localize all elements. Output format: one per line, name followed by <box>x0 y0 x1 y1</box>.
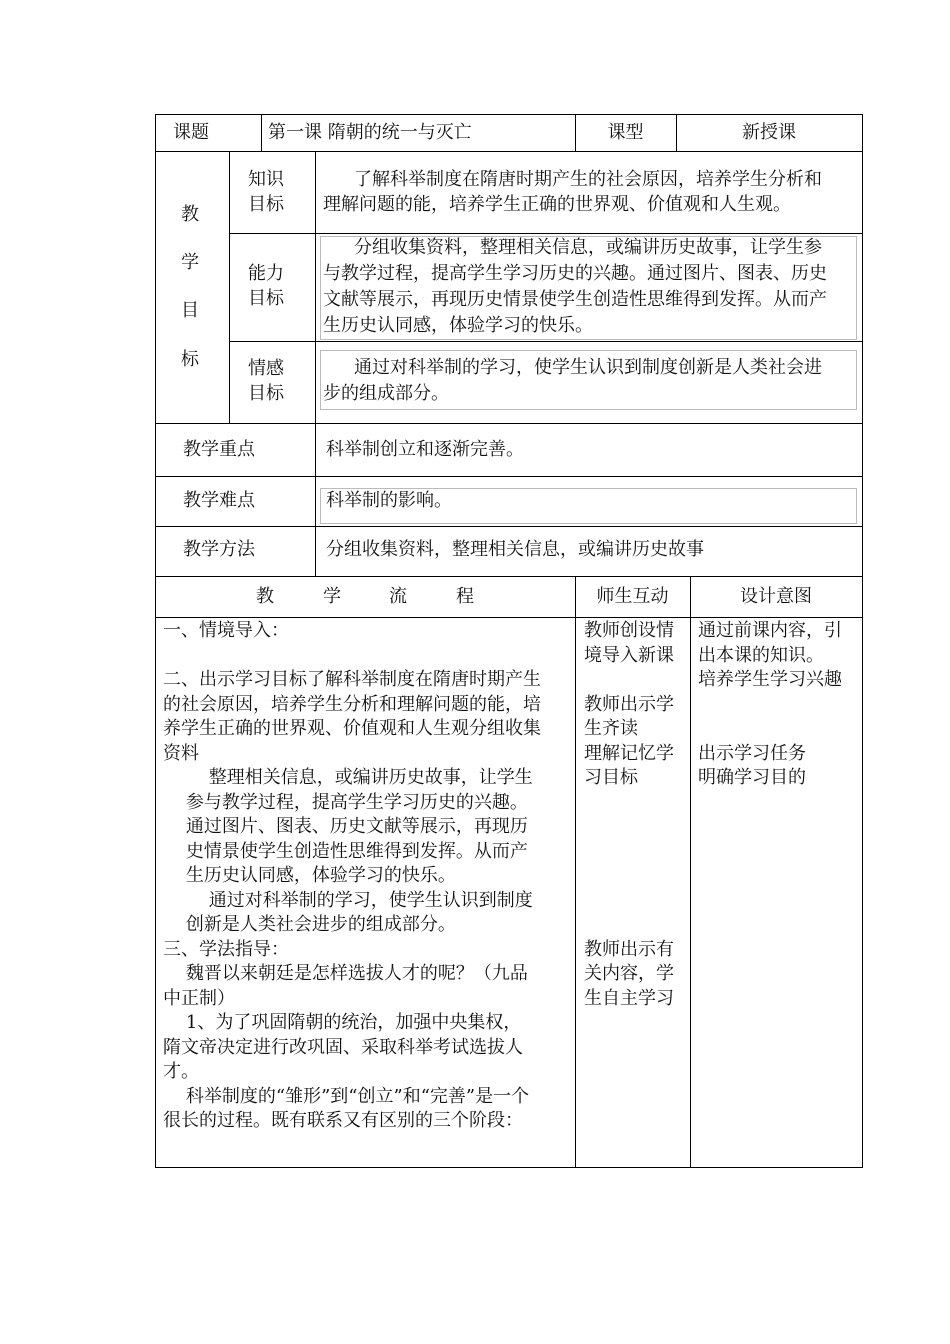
design-line: 出示学习任务 <box>698 742 806 764</box>
design-line: 出本课的知识。 <box>698 644 824 666</box>
process-line: 魏晋以来朝廷是怎样选拔人才的呢？（九品 <box>163 963 528 984</box>
process-line: 创新是人类社会进步的组成部分。 <box>163 914 456 935</box>
process-line: 养学生正确的世界观、价值观和人生观分组收集 <box>163 718 541 739</box>
topic-value: 第一课 隋朝的统一与灭亡 <box>268 122 472 143</box>
difficulty-value: 科举制的影响。 <box>326 490 452 511</box>
method-value: 分组收集资料，整理相关信息，或编讲历史故事 <box>326 539 704 560</box>
process-line: 史情景使学生创造性思维得到发挥。从而产 <box>163 840 528 862</box>
process-line: 通过图片、图表、历史文献等展示，再现历 <box>163 816 528 837</box>
ability-text-line: 文献等展示，再现历史情景使学生创造性思维得到发挥。从而产 <box>323 289 827 310</box>
knowledge-label-line: 知识 <box>248 169 284 190</box>
interaction-header: 师生互动 <box>596 586 669 607</box>
interaction-line: 关内容，学 <box>584 963 674 984</box>
row-divider <box>229 341 863 342</box>
table-border-left <box>155 114 156 1168</box>
process-line: 科举制度的“雏形”到“创立”和“完善”是一个 <box>163 1085 530 1107</box>
process-line: 二、出示学习目标了解科举制度在隋唐时期产生 <box>163 669 541 690</box>
interaction-line: 教师出示有 <box>584 938 674 960</box>
emotion-text-line: 通过对科举制的学习，使学生认识到制度创新是人类社会进 <box>354 357 822 378</box>
col-divider <box>315 151 316 577</box>
process-line: 资料 <box>163 742 199 764</box>
design-header: 设计意图 <box>740 586 812 607</box>
process-line: 1、为了巩固隋朝的统治，加强中央集权， <box>163 1012 522 1033</box>
key-point-label: 教学重点 <box>183 439 255 460</box>
col-divider <box>690 576 691 1168</box>
col-divider <box>575 576 576 1168</box>
process-line: 通过对科举制的学习，使学生认识到制度 <box>163 889 533 911</box>
col-divider <box>229 151 230 424</box>
table-border-right <box>862 114 863 1168</box>
interaction-line: 理解记忆学 <box>584 742 674 764</box>
process-line: 中正制） <box>163 987 235 1009</box>
process-line: 生历史认同感，体验学习的快乐。 <box>163 865 456 886</box>
table-border-bottom <box>155 1167 863 1168</box>
row-divider <box>155 476 863 477</box>
process-line: 一、情境导入： <box>163 620 289 641</box>
objectives-char: 学 <box>181 252 199 273</box>
row-divider <box>155 576 863 577</box>
ability-text-line: 分组收集资料，整理相关信息，或编讲历史故事，让学生参 <box>354 237 822 258</box>
row-divider <box>155 423 863 424</box>
emotion-label-line: 目标 <box>248 383 284 404</box>
flow-header-char: 教 <box>256 586 274 607</box>
process-line: 隋文帝决定进行改巩固、采取科举考试选拔人 <box>163 1036 523 1058</box>
flow-header-char: 程 <box>456 586 474 607</box>
process-line: 才。 <box>163 1061 199 1082</box>
row-divider <box>155 526 863 527</box>
ability-text-line: 与教学过程，提高学生学习历史的兴趣。通过图片、图表、历史 <box>323 263 827 284</box>
emotion-label-line: 情感 <box>248 358 284 379</box>
row-divider <box>229 233 863 234</box>
knowledge-text-line: 了解科举制度在隋唐时期产生的社会原因，培养学生分析和 <box>354 169 822 190</box>
method-label: 教学方法 <box>183 539 255 560</box>
objectives-char: 教 <box>181 204 199 225</box>
ability-label-line: 目标 <box>248 288 284 309</box>
interaction-line: 教师创设情 <box>584 620 674 641</box>
process-line: 的社会原因，培养学生分析和理解问题的能，培 <box>163 693 541 715</box>
interaction-line: 境导入新课 <box>584 644 674 666</box>
interaction-line: 生齐读 <box>584 718 638 739</box>
objectives-char: 标 <box>181 349 199 370</box>
key-point-value: 科举制创立和逐渐完善。 <box>326 439 524 460</box>
knowledge-label-line: 目标 <box>248 194 284 215</box>
lesson-type-label: 课型 <box>607 122 644 143</box>
process-line: 参与教学过程，提高学生学习历史的兴趣。 <box>163 791 528 813</box>
process-line: 三、学法指导： <box>163 938 289 960</box>
process-line: 很长的过程。既有联系又有区别的三个阶段： <box>163 1110 523 1131</box>
topic-label: 课题 <box>173 122 209 143</box>
flow-header-char: 学 <box>323 586 341 607</box>
col-divider <box>261 114 262 152</box>
design-line: 培养学生学习兴趣 <box>698 669 842 690</box>
knowledge-text-line: 理解问题的能，培养学生正确的世界观、价值观和人生观。 <box>323 194 791 215</box>
interaction-line: 习目标 <box>584 767 638 788</box>
objectives-char: 目 <box>181 300 199 321</box>
difficulty-label: 教学难点 <box>183 490 255 511</box>
design-line: 明确学习目的 <box>698 767 806 788</box>
flow-header-char: 流 <box>389 586 407 607</box>
design-line: 通过前课内容，引 <box>698 620 842 641</box>
lesson-type-value: 新授课 <box>742 122 796 143</box>
row-divider <box>155 617 863 618</box>
interaction-line: 生自主学习 <box>584 987 674 1009</box>
ability-text-line: 生历史认同感，体验学习的快乐。 <box>323 315 593 336</box>
interaction-line: 教师出示学 <box>584 693 674 715</box>
process-line: 整理相关信息，或编讲历史故事，让学生 <box>163 767 533 788</box>
ability-label-line: 能力 <box>248 263 284 284</box>
emotion-text-line: 步的组成部分。 <box>323 383 449 404</box>
